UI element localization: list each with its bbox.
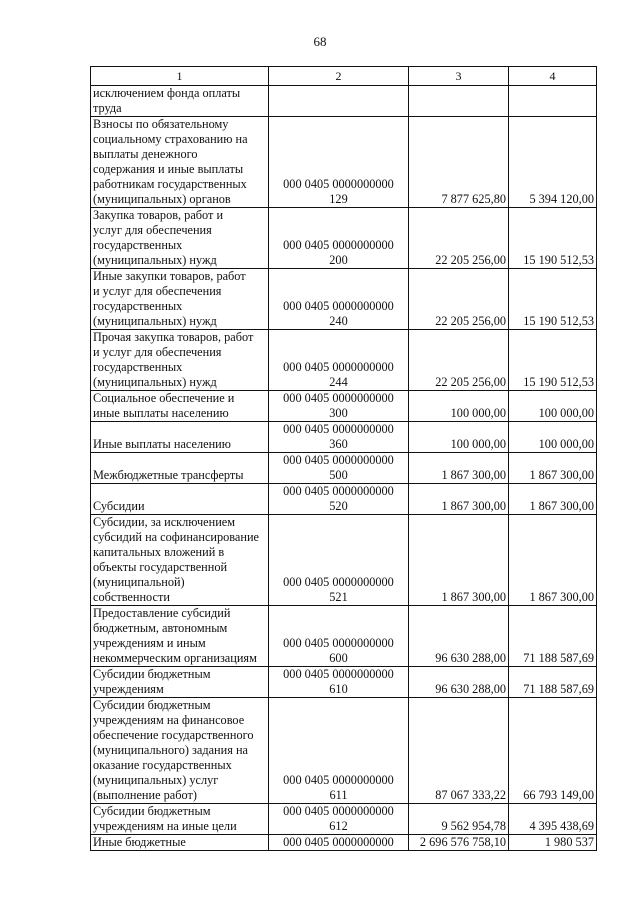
amount-col3-cell: 96 630 288,00 (409, 667, 509, 698)
amount-col3-cell: 7 877 625,80 (409, 117, 509, 208)
amount-col4-cell: 15 190 512,53 (509, 330, 597, 391)
amount-col4-cell: 100 000,00 (509, 391, 597, 422)
table-row (91, 422, 597, 453)
classification-code-cell: 000 0405 0000000000 521 (269, 515, 409, 606)
amount-col3-cell: 1 867 300,00 (409, 484, 509, 515)
budget-table (90, 66, 597, 851)
expense-name-cell: Закупка товаров, работ и услуг для обеспечения государственных (муниципальных) нужд (91, 208, 269, 269)
table-row (91, 391, 597, 422)
table-row (91, 667, 597, 698)
expense-name-cell: Субсидии бюджетным учреждениям на иные цели (91, 804, 269, 835)
table-row (91, 117, 597, 208)
amount-col4-cell: 5 394 120,00 (509, 117, 597, 208)
column-header: 1 (91, 67, 269, 86)
classification-code-cell: 000 0405 0000000000 610 (269, 667, 409, 698)
amount-col3-cell: 87 067 333,22 (409, 698, 509, 804)
table-row (91, 606, 597, 667)
classification-code-cell: 000 0405 0000000000 200 (269, 208, 409, 269)
classification-code-cell (269, 86, 409, 117)
expense-name-cell: Социальное обеспечение и иные выплаты населению (91, 391, 269, 422)
amount-col4-cell: 66 793 149,00 (509, 698, 597, 804)
column-header: 3 (409, 67, 509, 86)
classification-code-cell: 000 0405 0000000000 520 (269, 484, 409, 515)
amount-col4-cell: 1 867 300,00 (509, 453, 597, 484)
amount-col4-cell: 15 190 512,53 (509, 208, 597, 269)
amount-col3-cell: 100 000,00 (409, 391, 509, 422)
page-number: 68 (313, 34, 327, 49)
column-header: 2 (269, 67, 409, 86)
classification-code-cell: 000 0405 0000000000 129 (269, 117, 409, 208)
classification-code-cell: 000 0405 0000000000 500 (269, 453, 409, 484)
classification-code-cell: 000 0405 0000000000 360 (269, 422, 409, 453)
amount-col3-cell: 96 630 288,00 (409, 606, 509, 667)
table-row (91, 86, 597, 117)
expense-name-cell: Иные выплаты населению (91, 422, 269, 453)
table-row (91, 835, 597, 851)
amount-col3-cell: 100 000,00 (409, 422, 509, 453)
amount-col4-cell: 71 188 587,69 (509, 606, 597, 667)
amount-col3-cell (409, 86, 509, 117)
table-row (91, 269, 597, 330)
amount-col4-cell (509, 86, 597, 117)
classification-code-cell: 000 0405 0000000000 300 (269, 391, 409, 422)
amount-col4-cell: 100 000,00 (509, 422, 597, 453)
classification-code-cell: 000 0405 0000000000 600 (269, 606, 409, 667)
expense-name-cell: Прочая закупка товаров, работ и услуг для обеспечения государственных (муниципальных) нужд (91, 330, 269, 391)
expense-name-cell: Межбюджетные трансферты (91, 453, 269, 484)
expense-name-cell: Взносы по обязательному социальному страхованию на выплаты денежного содержания и иные выплаты работникам государственных (муниципальных) органов (91, 117, 269, 208)
amount-col3-cell: 22 205 256,00 (409, 330, 509, 391)
amount-col4-cell: 1 867 300,00 (509, 515, 597, 606)
amount-col4-cell: 15 190 512,53 (509, 269, 597, 330)
expense-name-cell: Предоставление субсидий бюджетным, автономным учреждениям и иным некоммерческим организациям (91, 606, 269, 667)
table-row (91, 208, 597, 269)
table-row (91, 453, 597, 484)
classification-code-cell: 000 0405 0000000000 (269, 835, 409, 851)
amount-col3-cell: 2 696 576 758,10 (409, 835, 509, 851)
expense-name-cell: Субсидии, за исключением субсидий на софинансирование капитальных вложений в объекты государственной (муниципальной) собственности (91, 515, 269, 606)
amount-col4-cell: 1 980 537 (509, 835, 597, 851)
table-row (91, 804, 597, 835)
amount-col3-cell: 22 205 256,00 (409, 269, 509, 330)
classification-code-cell: 000 0405 0000000000 612 (269, 804, 409, 835)
expense-name-cell: Иные закупки товаров, работ и услуг для обеспечения государственных (муниципальных) нужд (91, 269, 269, 330)
amount-col3-cell: 22 205 256,00 (409, 208, 509, 269)
amount-col4-cell: 71 188 587,69 (509, 667, 597, 698)
expense-name-cell: Субсидии бюджетным учреждениям (91, 667, 269, 698)
amount-col3-cell: 1 867 300,00 (409, 515, 509, 606)
table-row (91, 484, 597, 515)
amount-col3-cell: 1 867 300,00 (409, 453, 509, 484)
classification-code-cell: 000 0405 0000000000 240 (269, 269, 409, 330)
expense-name-cell: Субсидии бюджетным учреждениям на финансовое обеспечение государственного (муниципального) задания на оказание государственных (муниципальных) услуг (выполнение работ) (91, 698, 269, 804)
amount-col4-cell: 1 867 300,00 (509, 484, 597, 515)
table-row (91, 330, 597, 391)
expense-name-cell: исключением фонда оплаты труда (91, 86, 269, 117)
classification-code-cell: 000 0405 0000000000 611 (269, 698, 409, 804)
classification-code-cell: 000 0405 0000000000 244 (269, 330, 409, 391)
amount-col4-cell: 4 395 438,69 (509, 804, 597, 835)
column-header: 4 (509, 67, 597, 86)
expense-name-cell: Иные бюджетные (91, 835, 269, 851)
table-header-row (91, 67, 597, 86)
table-row (91, 515, 597, 606)
amount-col3-cell: 9 562 954,78 (409, 804, 509, 835)
expense-name-cell: Субсидии (91, 484, 269, 515)
table-row (91, 698, 597, 804)
